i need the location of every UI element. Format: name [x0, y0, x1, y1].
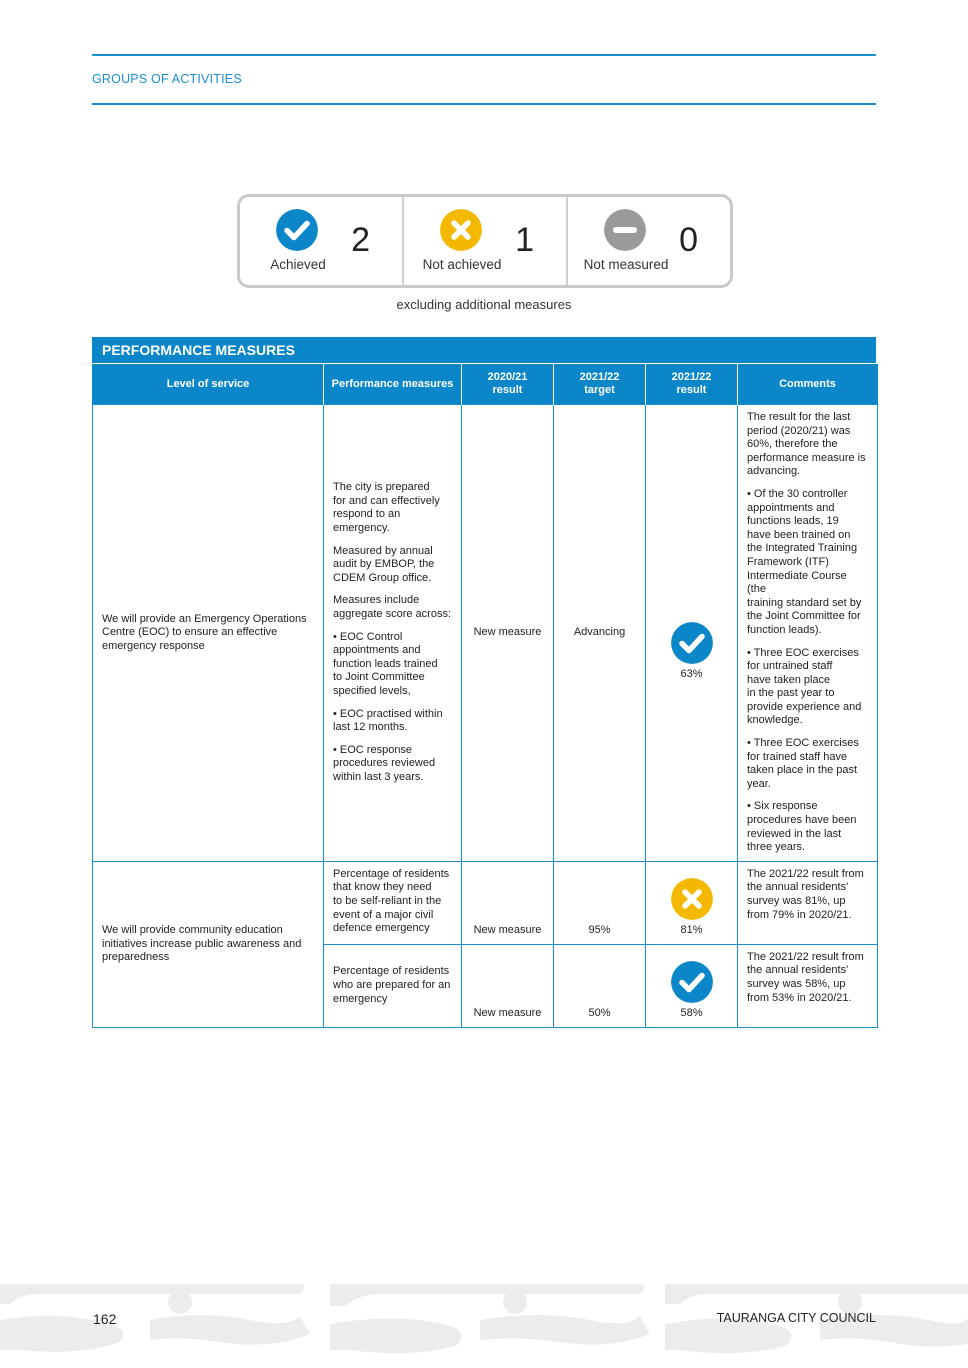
target-2021-22-cell: 95%: [554, 861, 646, 944]
table-row: [93, 405, 878, 862]
header-2021-22-target: 2021/22 target: [554, 364, 646, 405]
header-2020-21-result: 2020/21 result: [462, 364, 554, 405]
result-2020-21-cell: New measure: [462, 944, 554, 1027]
level-of-service-cell: We will provide an Emergency Operations Centre (EOC) to ensure an effective emergency response: [93, 405, 324, 862]
performance-measure-cell: The city is prepared for and can effectively respond to an emergency. Measured by annual audit by EMBOP, the CDEM Group office. Measures include aggregate score across: • EOC Control appointments and function leads trained to Joint Committee specified levels, • EOC practised within last 12 months. • EOC response procedures reviewed within last 3 years.: [324, 405, 462, 862]
achieved-label: Achieved: [270, 257, 326, 272]
page-number: 162: [93, 1311, 117, 1327]
achieved-count: 2: [351, 221, 370, 259]
result-2020-21-cell: New measure: [462, 405, 554, 862]
cross-circle-icon: [671, 878, 713, 920]
level-of-service-cell: We will provide community education initiatives increase public awareness and preparedness: [93, 861, 324, 1027]
summary-achieved: [240, 197, 404, 285]
result-2021-22-cell: [646, 861, 738, 944]
summary-caption: excluding additional measures: [396, 297, 572, 312]
target-2021-22-cell: 50%: [554, 944, 646, 1027]
result-value: 63%: [680, 668, 703, 681]
table-title: PERFORMANCE MEASURES: [92, 337, 876, 363]
not-achieved-label: Not achieved: [422, 257, 502, 272]
result-2021-22-cell: [646, 405, 738, 862]
check-circle-icon: [276, 209, 318, 251]
not-measured-label: Not measured: [583, 257, 669, 272]
result-value: 81%: [680, 924, 703, 937]
organisation-name: TAURANGA CITY COUNCIL: [716, 1311, 876, 1325]
comments-cell: The result for the last period (2020/21) was 60%, therefore the performance measure is advancing. • Of the 30 controller appointments and functions leads, 19 have been trained on the Integrated Training Framework (ITF) Intermediate Course (the training standard set by the Joint Committee for function leads). • Three EOC exercises for untrained staff have taken place in the past year to provide experience and knowledge. • Three EOC exercises for trained staff have taken place in the past year. • Six response procedures have been reviewed in the last three years.: [738, 405, 878, 862]
results-summary: [237, 194, 733, 288]
header-comments: Comments: [738, 364, 878, 405]
header-bottom-rule: [92, 103, 876, 105]
result-value: 58%: [680, 1007, 703, 1020]
cross-circle-icon: [440, 209, 482, 251]
summary-not-achieved: [404, 197, 568, 285]
check-circle-icon: [671, 622, 713, 664]
header-2021-22-result: 2021/22 result: [646, 364, 738, 405]
performance-measures-table: [92, 364, 878, 1028]
section-label: GROUPS OF ACTIVITIES: [92, 72, 242, 86]
not-achieved-count: 1: [515, 221, 534, 259]
target-2021-22-cell: Advancing: [554, 405, 646, 862]
header-performance-measures: Performance measures: [324, 364, 462, 405]
comments-cell: The 2021/22 result from the annual residents' survey was 81%, up from 79% in 2020/21.: [738, 861, 878, 944]
comments-cell: The 2021/22 result from the annual residents' survey was 58%, up from 53% in 2020/21.: [738, 944, 878, 1027]
header-top-rule: [92, 54, 876, 56]
table-row: [93, 861, 878, 944]
performance-measure-cell: Percentage of residents that know they need to be self-reliant in the event of a major civil defence emergency: [324, 861, 462, 944]
result-2020-21-cell: New measure: [462, 861, 554, 944]
minus-circle-icon: [604, 209, 646, 251]
summary-not-measured: [568, 197, 730, 285]
not-measured-count: 0: [679, 221, 698, 259]
performance-measure-cell: Percentage of residents who are prepared for an emergency: [324, 944, 462, 1027]
check-circle-icon: [671, 961, 713, 1003]
table-header-row: [93, 364, 878, 405]
result-2021-22-cell: [646, 944, 738, 1027]
header-level-of-service: Level of service: [93, 364, 324, 405]
